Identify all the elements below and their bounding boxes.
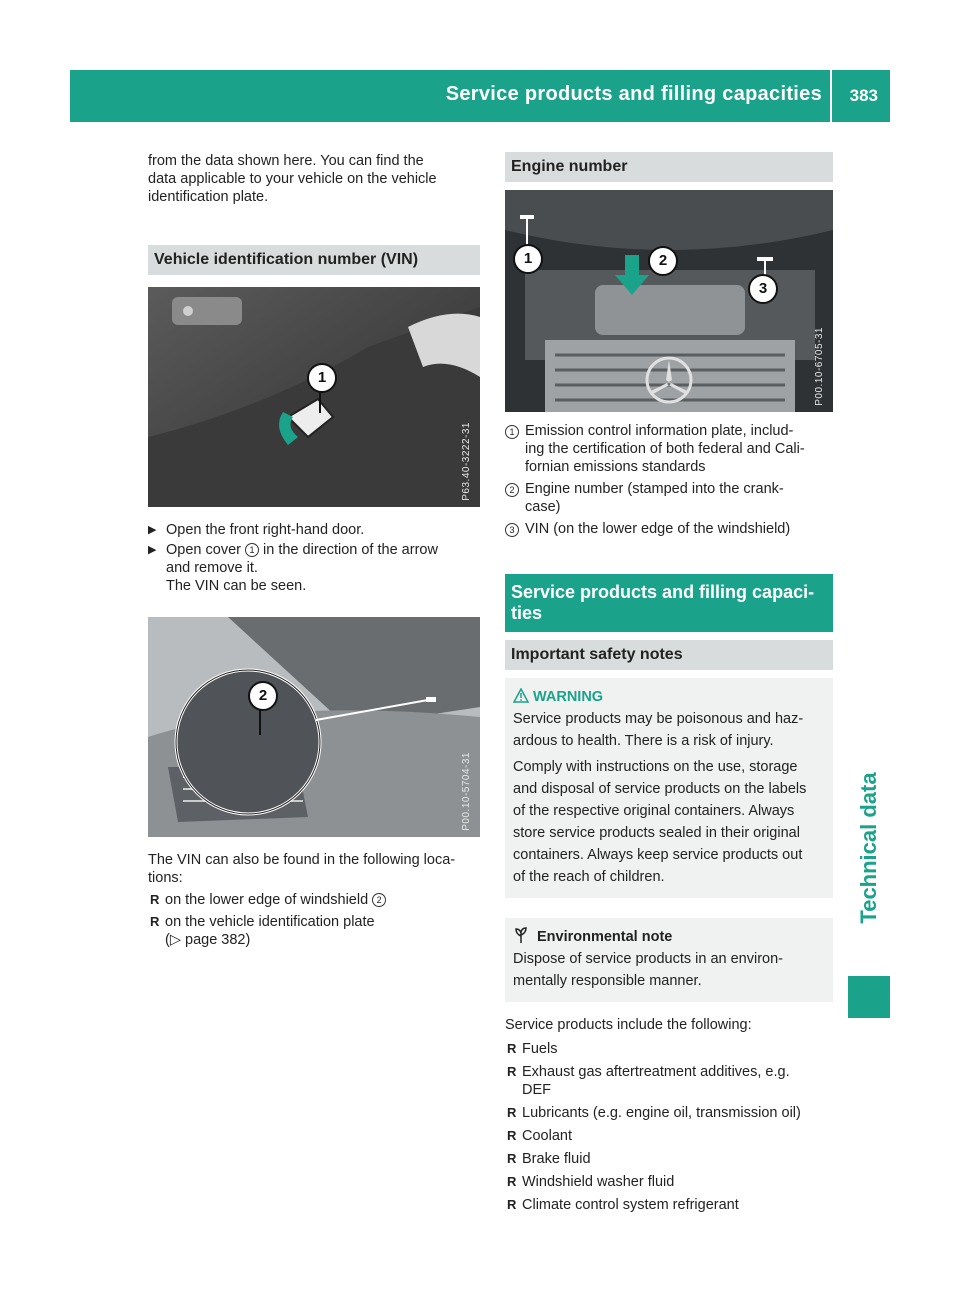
warning-icon xyxy=(513,688,529,703)
list-item: R Brake fluid xyxy=(507,1151,591,1167)
bullet-icon: R xyxy=(150,914,160,929)
ref-marker: 1 xyxy=(245,543,259,557)
intro-line: from the data shown here. You can find the xyxy=(148,153,424,169)
leaf-icon xyxy=(513,926,529,944)
step-open-door: ▶ Open the front right-hand door. xyxy=(148,522,365,538)
vin-windshield-photo xyxy=(148,617,480,837)
list-item: R Exhaust gas aftertreatment additives, e.g. DEF xyxy=(507,1064,790,1098)
list-item: R on the vehicle identification plate (▷ page 382) xyxy=(150,914,375,948)
step-arrow-icon: ▶ xyxy=(148,544,157,556)
vin-heading: Vehicle identification number (VIN) xyxy=(148,245,480,275)
env-note-text: Dispose of service products in an environ- mentally responsible manner. xyxy=(513,951,783,989)
legend-item: 1 Emission control information plate, includ- ing the certification of both federal and Cali- fornian emissions standards xyxy=(505,422,833,476)
side-tab-marker xyxy=(848,976,890,1018)
callout-1: 1 xyxy=(513,244,543,274)
intro-line: data applicable to your vehicle on the vehicle xyxy=(148,171,437,187)
page-number: 383 xyxy=(849,86,878,105)
vin-locations-intro: The VIN can also be found in the following loca- xyxy=(148,852,456,868)
side-tab xyxy=(848,728,890,968)
legend-item: 3 VIN (on the lower edge of the windshield) xyxy=(505,520,833,538)
photo-code: P00.10-5704-31 xyxy=(461,752,472,831)
side-tab-label: Technical data xyxy=(856,772,881,924)
list-item: R on the lower edge of windshield 2 xyxy=(148,891,480,909)
left-column: from the data shown here. You can find the data applicable to your vehicle on the vehicle identification plate. Vehicle identification number (VIN) 1 P63.40-3222-31 ▶ Open the front right-hand door. ▶ Open cover 1 in the direction of the arrow and remove it. The VIN can be seen. 2 P00.10-5704-31 The VIN can also be found in the following loca- tions: R on the lower edge of windshield 2 R on the vehicle identification plate (▷ page 382) xyxy=(148,152,480,949)
bullet-icon: R xyxy=(507,1064,517,1079)
bullet-icon: R xyxy=(507,1197,517,1212)
legend-number: 3 xyxy=(505,523,519,537)
ref-marker: 2 xyxy=(372,893,386,907)
callout-2: 2 xyxy=(648,246,678,276)
right-column xyxy=(505,152,833,1214)
car-illustration xyxy=(148,617,480,837)
list-item: R Lubricants (e.g. engine oil, transmission oil) xyxy=(507,1105,801,1121)
step-arrow-icon: ▶ xyxy=(148,524,157,536)
warning-text: Service products may be poisonous and haz- ardous to health. There is a risk of injury. xyxy=(513,711,804,749)
list-item: R Coolant xyxy=(507,1128,572,1144)
engine-bay-photo xyxy=(505,190,833,412)
bullet-icon: R xyxy=(507,1151,517,1166)
warning-title: WARNING xyxy=(513,686,825,708)
bullet-icon: R xyxy=(507,1041,517,1056)
env-note-title: Environmental note xyxy=(513,926,825,948)
photo-code: P00.10-6705-31 xyxy=(814,327,825,406)
environment-note xyxy=(505,918,833,1002)
engine-heading: Engine number xyxy=(505,152,833,182)
header-title: Service products and filling capacities xyxy=(445,83,822,105)
section-heading: Service products and filling capaci- ties xyxy=(505,574,833,632)
safety-heading: Important safety notes xyxy=(505,640,833,670)
page-header xyxy=(70,70,890,122)
intro-line: identification plate. xyxy=(148,189,269,205)
bullet-icon: R xyxy=(507,1174,517,1189)
callout-3: 3 xyxy=(748,274,778,304)
callout-2: 2 xyxy=(248,681,278,711)
bullet-icon: R xyxy=(507,1128,517,1143)
products-intro: Service products include the following: xyxy=(505,1017,752,1033)
vin-door-photo xyxy=(148,287,480,507)
photo-code: P63.40-3222-31 xyxy=(461,422,472,501)
legend-number: 2 xyxy=(505,483,519,497)
list-item: R Climate control system refrigerant xyxy=(507,1197,739,1213)
page-link[interactable]: (▷ page 382) xyxy=(165,932,251,948)
bullet-icon: R xyxy=(507,1105,517,1120)
list-item: R Windshield washer fluid xyxy=(507,1174,675,1190)
warning-box xyxy=(505,678,833,898)
engine-illustration xyxy=(505,190,833,412)
warning-text: Comply with instructions on the use, storage and disposal of service products on the labels of the respective original containers. Always store service products sealed in their original containers. Always keep service products out of the reach of children. xyxy=(513,759,807,885)
callout-1: 1 xyxy=(307,363,337,393)
bullet-icon: R xyxy=(150,892,160,907)
legend-number: 1 xyxy=(505,425,519,439)
header-divider xyxy=(830,70,832,122)
legend-item: 2 Engine number (stamped into the crank- case) xyxy=(505,480,833,516)
door-illustration xyxy=(148,287,480,507)
list-item: R Fuels xyxy=(507,1041,558,1057)
step-open-cover: ▶ Open cover 1 in the direction of the arrow and remove it. The VIN can be seen. xyxy=(148,542,438,594)
